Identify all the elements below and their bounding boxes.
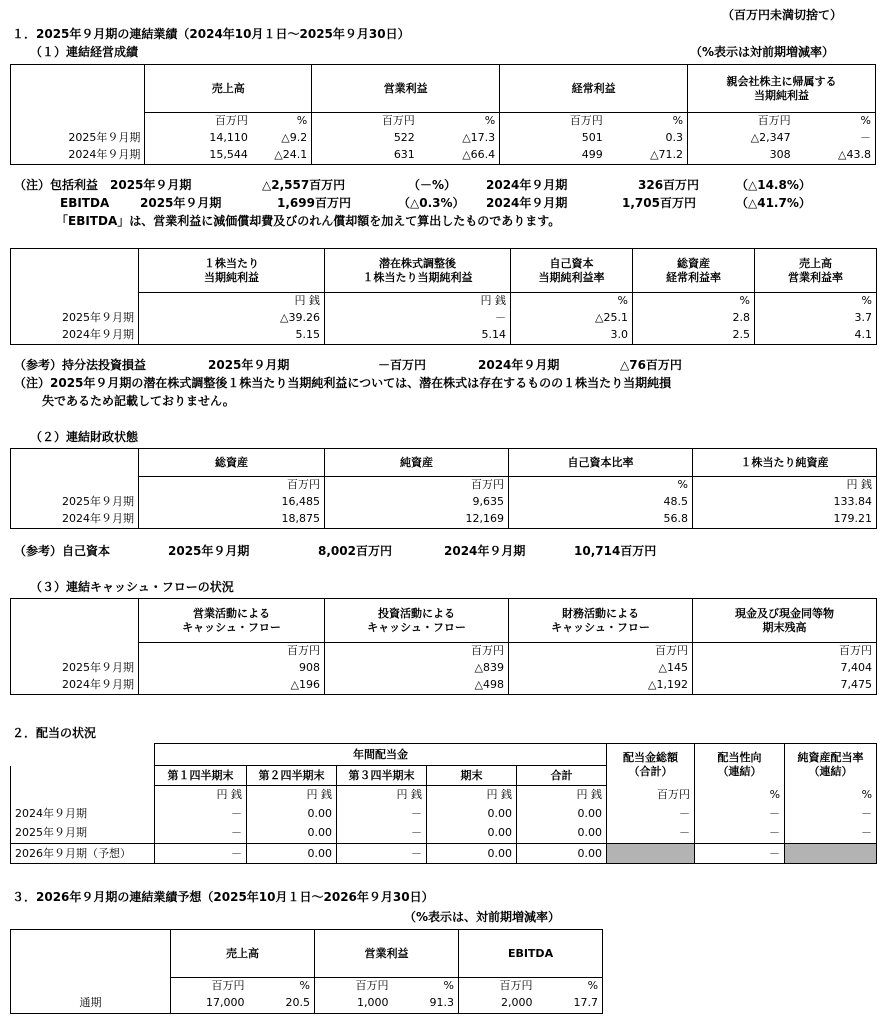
header-doe-line2: （連結） [808,764,853,778]
header-diluted-eps-line2: １株当たり当期純利益 [362,270,473,284]
row-label: 通期 [11,994,171,1014]
percent-note: （%表示は対前期増減率） [690,45,835,59]
unit-cell: 百万円 [139,477,325,493]
value-cell: 17,000 [171,994,249,1014]
row-label: 2026年９月期（予想） [11,844,155,864]
header-operating-margin [755,249,877,293]
row-label: 2024年９月期 [11,677,139,695]
equity-label: （参考）自己資本 [14,544,111,558]
value-cell: 12,169 [325,511,509,529]
unit-note: （百万円未満切捨て） [722,8,843,22]
header-net-assets: 純資産 [325,449,509,477]
unit-cell: 百万円 [139,643,325,659]
row-label: 2024年９月期 [11,147,145,165]
header-payout-ratio [695,744,785,786]
value-cell: 631 [312,147,419,165]
ebitda-2024-label: 2024年９月期 [486,196,568,210]
header-sales: 売上高 [145,65,312,113]
table-row [11,309,877,327]
unit-cell: % [695,786,785,804]
unit-cell: 百万円 [509,643,693,659]
value-cell: 14,110 [145,129,252,147]
comprehensive-income-2025: △2,557百万円 [262,178,346,192]
value-cell: △1,192 [509,677,693,695]
value-cell: △9.2 [252,129,312,147]
header-forecast-operating-income: 営業利益 [315,930,459,978]
row-label-header [11,65,145,113]
row-label: 2025年９月期 [11,493,139,511]
cash-flow-table [10,598,877,695]
value-cell: 20.5 [249,994,315,1014]
header-eps-line2: 当期純利益 [204,270,259,284]
unit-cell: % [607,113,688,129]
unit-label-cell [11,643,139,659]
shaded-cell [607,844,695,864]
unit-cell: 円 銭 [247,786,337,804]
header-total-dividend [607,744,695,786]
table-row [11,327,877,345]
value-cell: △839 [325,659,509,677]
unit-label-cell [11,477,139,493]
header-operating-margin-line2: 営業利益率 [788,270,843,284]
unit-cell: % [795,113,876,129]
diluted-eps-note-line1: （注）2025年９月期の潜在株式調整後１株当たり当期純利益については、潜在株式は存在するものの１株当たり当期純損 [14,376,672,390]
row-label: 2025年９月期 [11,659,139,677]
equity-method-2025-label: 2025年９月期 [208,358,290,372]
unit-cell: % [755,293,877,309]
row-label: 2025年９月期 [11,129,145,147]
comprehensive-income-2024-pct: （△14.8%） [736,178,811,192]
value-cell: － [337,844,427,864]
header-doe-line1: 純資産配当率 [797,750,864,764]
value-cell: 0.00 [427,824,517,844]
header-roa-line2: 経常利益率 [666,270,721,284]
ebitda-2024: 1,705百万円 [622,196,696,210]
table-row [11,493,877,511]
header-equity-ratio: 自己資本比率 [509,449,693,477]
header-investing-cf-line2: キャッシュ・フロー [367,620,466,634]
unit-cell: 百万円 [312,113,419,129]
value-cell: △71.2 [607,147,688,165]
equity-2025-label: 2025年９月期 [168,544,250,558]
unit-label-cell [11,978,171,994]
header-forecast-ebitda: EBITDA [459,930,603,978]
row-label-header [11,249,139,293]
comprehensive-income-2025-pct: （－%） [408,178,457,192]
value-cell: － [695,824,785,844]
header-doe [785,744,877,786]
header-eps-line1: １株当たり [204,256,259,270]
unit-cell: % [537,978,603,994]
header-net-income [688,65,876,113]
unit-cell: % [252,113,312,129]
value-cell: △39.26 [139,309,325,327]
table-row [11,994,603,1014]
value-cell: 2,000 [459,994,537,1014]
header-diluted-eps-line1: 潜在株式調整後 [379,256,456,270]
value-cell: 0.00 [517,804,607,824]
value-cell: 16,485 [139,493,325,511]
table-row [11,824,877,844]
unit-cell: 円 銭 [337,786,427,804]
value-cell: － [607,804,695,824]
equity-method-2024-label: 2024年９月期 [478,358,560,372]
value-cell: 4.1 [755,327,877,345]
value-cell: － [785,824,877,844]
header-net-income-line1: 親会社株主に帰属する [726,74,837,88]
header-roe-line2: 当期純利益率 [538,270,605,284]
header-financing-cf-line2: キャッシュ・フロー [551,620,650,634]
value-cell: 48.5 [509,493,693,511]
header-roa-line1: 総資産 [677,256,710,270]
header-operating-cf [139,599,325,643]
header-roe-line1: 自己資本 [549,256,594,270]
header-annual-dividend: 年間配当金 [155,744,607,766]
row-label: 2024年９月期 [11,327,139,345]
value-cell: △24.1 [252,147,312,165]
header-net-income-line2: 当期純利益 [754,88,810,102]
table-row [11,129,876,147]
unit-cell: % [511,293,633,309]
value-cell: － [695,844,785,864]
unit-cell: 百万円 [145,113,252,129]
value-cell: 499 [500,147,607,165]
header-total-dividend-line2: （合計） [628,764,673,778]
value-cell: △17.3 [419,129,500,147]
subsection-operating-results-title: （１）連結経営成績 [30,45,139,59]
equity-method-2024: △76百万円 [620,358,682,372]
unit-cell: 百万円 [325,477,509,493]
value-cell: 0.00 [247,824,337,844]
unit-cell: 円 銭 [427,786,517,804]
header-q1-end: 第１四半期末 [155,766,247,786]
value-cell: 0.00 [517,844,607,864]
section2-title: ２．配当の状況 [12,726,97,740]
unit-cell: 円 銭 [517,786,607,804]
row-label: 2024年９月期 [11,511,139,529]
section1-title: １．2025年９月期の連結業績（2024年10月１日～2025年９月30日） [12,27,410,41]
value-cell: 133.84 [693,493,877,511]
table-row [11,804,877,824]
value-cell: 5.15 [139,327,325,345]
value-cell: △2,347 [688,129,795,147]
header-operating-margin-line1: 売上高 [799,256,832,270]
value-cell: △43.8 [795,147,876,165]
header-fiscal-year-end: 期末 [427,766,517,786]
value-cell: 2.8 [633,309,755,327]
unit-cell: 百万円 [688,113,795,129]
value-cell: 179.21 [693,511,877,529]
unit-label-cell [11,786,155,804]
unit-cell: 百万円 [315,978,393,994]
unit-cell: 百万円 [607,786,695,804]
value-cell: － [325,309,511,327]
header-operating-cf-line1: 営業活動による [193,606,270,620]
unit-cell: 百万円 [171,978,249,994]
header-q3-end: 第３四半期末 [337,766,427,786]
row-label-header [11,930,171,978]
value-cell: 0.00 [517,824,607,844]
unit-cell: % [249,978,315,994]
comprehensive-income-2024: 326百万円 [638,178,700,192]
value-cell: △196 [139,677,325,695]
value-cell: 18,875 [139,511,325,529]
unit-cell: 円 銭 [155,786,247,804]
header-diluted-eps [325,249,511,293]
value-cell: 0.00 [427,804,517,824]
table-row [11,511,877,529]
header-bps: １株当たり純資産 [693,449,877,477]
table-row [11,677,877,695]
header-eps [139,249,325,293]
value-cell: 1,000 [315,994,393,1014]
value-cell: 91.3 [393,994,459,1014]
value-cell: △25.1 [511,309,633,327]
header-roe [511,249,633,293]
unit-cell: % [633,293,755,309]
diluted-eps-note-line2: 失であるため記載しておりません。 [42,394,235,408]
comprehensive-income-2024-label: 2024年９月期 [486,178,568,192]
header-cash-balance [693,599,877,643]
unit-cell: 円 銭 [139,293,325,309]
equity-method-label: （参考）持分法投資損益 [14,358,147,372]
value-cell: 7,404 [693,659,877,677]
value-cell: － [337,824,427,844]
row-label-header [11,449,139,477]
value-cell: － [155,824,247,844]
unit-cell: 百万円 [500,113,607,129]
value-cell: 56.8 [509,511,693,529]
value-cell: 3.7 [755,309,877,327]
subsection-cash-flow-title: （３）連結キャッシュ・フローの状況 [30,580,234,594]
equity-method-2025: －百万円 [378,358,427,372]
unit-cell: 円 銭 [325,293,511,309]
header-cash-balance-line2: 期末残高 [762,620,807,634]
header-operating-income: 営業利益 [312,65,500,113]
value-cell: － [607,824,695,844]
row-label: 2025年９月期 [11,824,155,844]
value-cell: 522 [312,129,419,147]
unit-label-cell [11,113,145,129]
value-cell: － [795,129,876,147]
header-forecast-sales: 売上高 [171,930,315,978]
comprehensive-income-label: （注）包括利益 2025年９月期 [14,178,192,192]
value-cell: 501 [500,129,607,147]
unit-label-cell [11,293,139,309]
value-cell: 3.0 [511,327,633,345]
section3-title: ３．2026年９月期の連結業績予想（2025年10月１日～2026年９月30日） [12,890,434,904]
value-cell: △498 [325,677,509,695]
value-cell: 0.00 [247,804,337,824]
ebitda-2025: 1,699百万円 [277,196,351,210]
value-cell: 0.3 [607,129,688,147]
header-payout-ratio-line2: （連結） [717,764,762,778]
value-cell: 17.7 [537,994,603,1014]
ebitda-label: EBITDA [60,196,110,210]
row-label: 2024年９月期 [11,804,155,824]
value-cell: 908 [139,659,325,677]
unit-cell: % [419,113,500,129]
unit-cell: 百万円 [325,643,509,659]
header-q2-end: 第２四半期末 [247,766,337,786]
value-cell: 15,544 [145,147,252,165]
equity-2025: 8,002百万円 [318,544,392,558]
header-payout-ratio-line1: 配当性向 [717,750,762,764]
row-label-cell [11,766,155,786]
row-label-header [11,744,155,766]
subsection-financial-position-title: （２）連結財政状態 [30,430,139,444]
ebitda-2025-label: 2025年９月期 [140,196,222,210]
financial-position-table [10,448,877,529]
per-share-table [10,248,877,345]
table-row [11,147,876,165]
operating-results-table [10,64,876,165]
unit-cell: 百万円 [693,643,877,659]
equity-2024: 10,714百万円 [574,544,657,558]
table-row [11,844,877,864]
header-financing-cf-line1: 財務活動による [562,606,639,620]
value-cell: △66.4 [419,147,500,165]
dividend-table [10,743,877,864]
value-cell: － [785,804,877,824]
header-total-dividend-line1: 配当金総額 [623,750,679,764]
value-cell: 0.00 [427,844,517,864]
value-cell: 5.14 [325,327,511,345]
value-cell: － [337,804,427,824]
header-total-assets: 総資産 [139,449,325,477]
ebitda-2025-pct: （△0.3%） [398,196,465,210]
header-operating-cf-line2: キャッシュ・フロー [182,620,281,634]
value-cell: － [155,844,247,864]
value-cell: － [155,804,247,824]
header-ordinary-income: 経常利益 [500,65,688,113]
unit-cell: % [509,477,693,493]
forecast-table [10,929,603,1014]
forecast-percent-note: （%表示は、対前期増減率） [404,910,561,924]
ebitda-2024-pct: （△41.7%） [736,196,811,210]
row-label-header [11,599,139,643]
value-cell: 9,635 [325,493,509,511]
value-cell: － [695,804,785,824]
equity-2024-label: 2024年９月期 [444,544,526,558]
header-total: 合計 [517,766,607,786]
unit-cell: 百万円 [459,978,537,994]
shaded-cell [785,844,877,864]
unit-cell: 円 銭 [693,477,877,493]
value-cell: 308 [688,147,795,165]
value-cell: 7,475 [693,677,877,695]
value-cell: △145 [509,659,693,677]
value-cell: 2.5 [633,327,755,345]
unit-cell: % [785,786,877,804]
header-roa [633,249,755,293]
header-investing-cf [325,599,509,643]
unit-cell: % [393,978,459,994]
table-row [11,659,877,677]
ebitda-definition: 「EBITDA」は、営業利益に減価償却費及びのれん償却額を加えて算出したものであります。 [56,214,561,228]
row-label: 2025年９月期 [11,309,139,327]
value-cell: 0.00 [247,844,337,864]
header-cash-balance-line1: 現金及び現金同等物 [735,606,834,620]
header-investing-cf-line1: 投資活動による [378,606,455,620]
header-financing-cf [509,599,693,643]
